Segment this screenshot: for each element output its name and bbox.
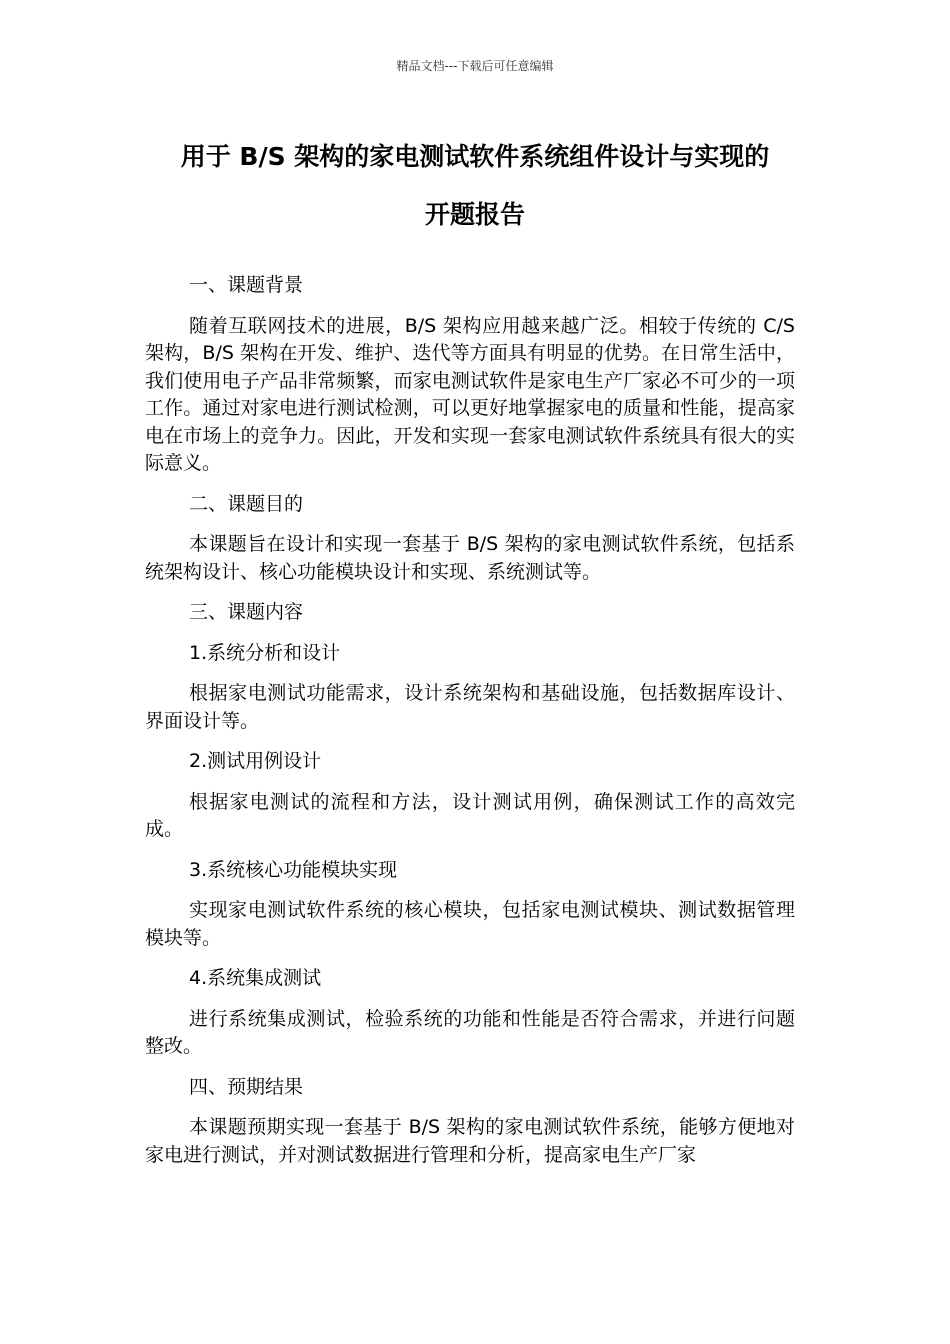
- paragraph-analysis-design: 根据家电测试功能需求，设计系统架构和基础设施，包括数据库设计、界面设计等。: [145, 682, 795, 732]
- paragraph-expected-results: 本课题预期实现一套基于 B/S 架构的家电测试软件系统，能够方便地对家电进行测试，并对测试数据进行管理和分析，提高家电生产厂家: [145, 1116, 795, 1166]
- section-heading-purpose: 二、课题目的: [189, 492, 304, 515]
- page-header: 精品文档---下载后可任意编辑: [396, 59, 554, 73]
- title-line-2: 开题报告: [424, 200, 525, 229]
- paragraph-test-case-design: 根据家电测试的流程和方法，设计测试用例，确保测试工作的高效完成。: [145, 790, 795, 840]
- subheading-core-modules: 3.系统核心功能模块实现: [189, 858, 398, 881]
- paragraph-integration-test: 进行系统集成测试，检验系统的功能和性能是否符合需求，并进行问题整改。: [145, 1007, 795, 1057]
- section-heading-expected-results: 四、预期结果: [189, 1075, 304, 1098]
- title-line-1: 用于 B/S 架构的家电测试软件系统组件设计与实现的: [180, 142, 770, 171]
- subheading-analysis-design: 1.系统分析和设计: [189, 641, 341, 664]
- subheading-test-case-design: 2.测试用例设计: [189, 750, 322, 772]
- paragraph-purpose: 本课题旨在设计和实现一套基于 B/S 架构的家电测试软件系统，包括系统架构设计、核心功能模块设计和实现、系统测试等。: [145, 533, 795, 583]
- paragraph-background: 随着互联网技术的进展，B/S 架构应用越来越广泛。相较于传统的 C/S 架构，B/S 架构在开发、维护、迭代等方面具有明显的优势。在日常生活中，我们使用电子产品非常频繁，而家电测试软件是家电生产厂家必不可少的一项工作。通过对家电进行测试检测，可以更好地掌握家电的质量和性能，提高家电在市场上的竞争力。因此，开发和实现一套家电测试软件系统具有很大的实际意义。: [145, 314, 795, 474]
- document-body: [145, 272, 795, 1169]
- subheading-integration-test: 4.系统集成测试: [189, 967, 322, 989]
- paragraph-core-modules: 实现家电测试软件系统的核心模块，包括家电测试模块、测试数据管理模块等。: [145, 899, 795, 949]
- section-heading-background: 一、课题背景: [189, 274, 304, 296]
- section-heading-content: 三、课题内容: [189, 601, 304, 623]
- document-title: [120, 128, 830, 244]
